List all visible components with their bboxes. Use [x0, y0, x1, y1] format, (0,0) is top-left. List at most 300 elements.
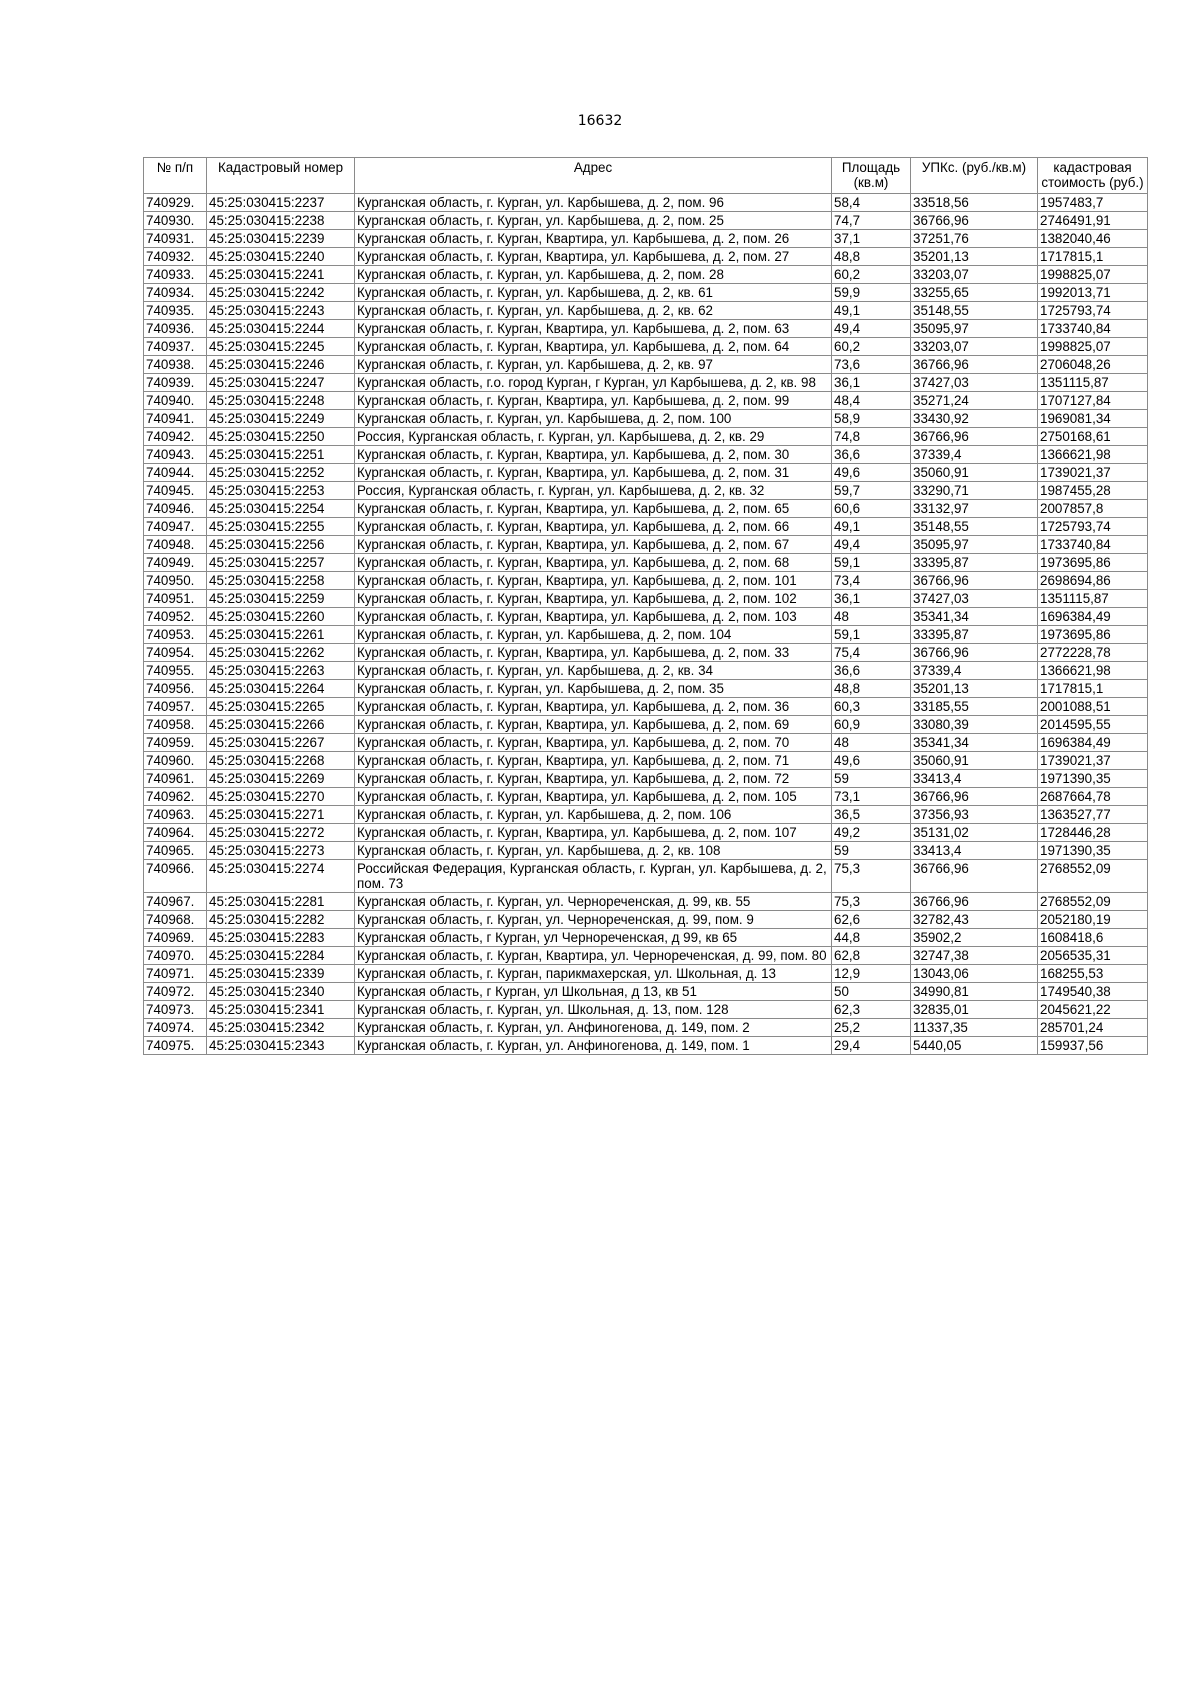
header-index: № п/п — [144, 158, 207, 194]
cell-index: 740955. — [144, 662, 207, 680]
cell-cadastral-value: 1998825,07 — [1038, 266, 1148, 284]
cell-unit-cost: 37427,03 — [911, 590, 1038, 608]
cell-cadastral-value: 1366621,98 — [1038, 662, 1148, 680]
cell-unit-cost: 35148,55 — [911, 302, 1038, 320]
cell-index: 740940. — [144, 392, 207, 410]
cell-unit-cost: 36766,96 — [911, 644, 1038, 662]
cell-cadastral-number: 45:25:030415:2271 — [207, 806, 355, 824]
table-row — [144, 446, 1148, 464]
cell-cadastral-number: 45:25:030415:2258 — [207, 572, 355, 590]
cell-unit-cost: 35902,2 — [911, 929, 1038, 947]
cell-address: Курганская область, г. Курган, ул. Анфиногенова, д. 149, пом. 1 — [355, 1037, 832, 1055]
cell-unit-cost: 35060,91 — [911, 464, 1038, 482]
cell-cadastral-number: 45:25:030415:2264 — [207, 680, 355, 698]
cell-cadastral-value: 1608418,6 — [1038, 929, 1148, 947]
cell-unit-cost: 33395,87 — [911, 554, 1038, 572]
table-row — [144, 608, 1148, 626]
cell-cadastral-number: 45:25:030415:2283 — [207, 929, 355, 947]
cell-area: 59,1 — [832, 554, 911, 572]
cell-address: Российская Федерация, Курганская область, г. Курган, ул. Карбышева, д. 2, пом. 73 — [355, 860, 832, 893]
cell-unit-cost: 35060,91 — [911, 752, 1038, 770]
cell-index: 740949. — [144, 554, 207, 572]
cell-address: Курганская область, г Курган, ул Чернореченская, д 99, кв 65 — [355, 929, 832, 947]
cell-cadastral-value: 2001088,51 — [1038, 698, 1148, 716]
cell-address: Курганская область, г. Курган, Квартира, ул. Карбышева, д. 2, пом. 30 — [355, 446, 832, 464]
cell-cadastral-number: 45:25:030415:2249 — [207, 410, 355, 428]
cell-area: 49,4 — [832, 320, 911, 338]
cell-area: 48,8 — [832, 680, 911, 698]
cell-address: Курганская область, г. Курган, ул. Карбышева, д. 2, кв. 62 — [355, 302, 832, 320]
cell-cadastral-number: 45:25:030415:2266 — [207, 716, 355, 734]
cell-index: 740971. — [144, 965, 207, 983]
cell-cadastral-number: 45:25:030415:2270 — [207, 788, 355, 806]
cell-index: 740929. — [144, 194, 207, 212]
cell-unit-cost: 35131,02 — [911, 824, 1038, 842]
cell-unit-cost: 35148,55 — [911, 518, 1038, 536]
cell-address: Курганская область, г. Курган, ул. Карбышева, д. 2, пом. 35 — [355, 680, 832, 698]
cell-cadastral-value: 1957483,7 — [1038, 194, 1148, 212]
cell-index: 740950. — [144, 572, 207, 590]
header-unit-cost: УПКс. (руб./кв.м) — [911, 158, 1038, 194]
cell-unit-cost: 5440,05 — [911, 1037, 1038, 1055]
table-row — [144, 194, 1148, 212]
cell-cadastral-value: 1971390,35 — [1038, 842, 1148, 860]
table-row — [144, 644, 1148, 662]
cell-area: 36,1 — [832, 374, 911, 392]
cell-cadastral-number: 45:25:030415:2245 — [207, 338, 355, 356]
cell-index: 740948. — [144, 536, 207, 554]
cell-index: 740942. — [144, 428, 207, 446]
cell-address: Курганская область, г. Курган, Квартира, ул. Карбышева, д. 2, пом. 72 — [355, 770, 832, 788]
cell-cadastral-number: 45:25:030415:2282 — [207, 911, 355, 929]
cell-unit-cost: 35341,34 — [911, 734, 1038, 752]
cell-address: Курганская область, г. Курган, Квартира, ул. Карбышева, д. 2, пом. 107 — [355, 824, 832, 842]
table-row — [144, 464, 1148, 482]
cell-area: 73,6 — [832, 356, 911, 374]
cell-address: Россия, Курганская область, г. Курган, ул. Карбышева, д. 2, кв. 32 — [355, 482, 832, 500]
cell-index: 740973. — [144, 1001, 207, 1019]
cell-cadastral-value: 1973695,86 — [1038, 554, 1148, 572]
cell-index: 740957. — [144, 698, 207, 716]
cell-cadastral-value: 1749540,38 — [1038, 983, 1148, 1001]
cell-unit-cost: 13043,06 — [911, 965, 1038, 983]
cell-cadastral-value: 1728446,28 — [1038, 824, 1148, 842]
cell-unit-cost: 35095,97 — [911, 536, 1038, 554]
cell-address: Курганская область, г. Курган, Квартира, ул. Карбышева, д. 2, пом. 27 — [355, 248, 832, 266]
table-row — [144, 500, 1148, 518]
cell-unit-cost: 33413,4 — [911, 770, 1038, 788]
cell-cadastral-value: 1351115,87 — [1038, 374, 1148, 392]
cell-cadastral-number: 45:25:030415:2340 — [207, 983, 355, 1001]
cell-cadastral-number: 45:25:030415:2269 — [207, 770, 355, 788]
cell-index: 740968. — [144, 911, 207, 929]
cell-index: 740952. — [144, 608, 207, 626]
table-row — [144, 911, 1148, 929]
cell-unit-cost: 35271,24 — [911, 392, 1038, 410]
table-row — [144, 518, 1148, 536]
cell-area: 73,1 — [832, 788, 911, 806]
cell-index: 740975. — [144, 1037, 207, 1055]
cell-area: 62,3 — [832, 1001, 911, 1019]
cell-index: 740958. — [144, 716, 207, 734]
cell-address: Курганская область, г. Курган, Квартира, ул. Карбышева, д. 2, пом. 66 — [355, 518, 832, 536]
cell-cadastral-value: 1739021,37 — [1038, 464, 1148, 482]
cell-unit-cost: 35095,97 — [911, 320, 1038, 338]
cell-cadastral-value: 1717815,1 — [1038, 680, 1148, 698]
cell-area: 36,1 — [832, 590, 911, 608]
cell-index: 740966. — [144, 860, 207, 893]
cell-cadastral-value: 1998825,07 — [1038, 338, 1148, 356]
cell-index: 740944. — [144, 464, 207, 482]
cell-cadastral-value: 1739021,37 — [1038, 752, 1148, 770]
cell-address: Курганская область, г. Курган, Квартира, ул. Карбышева, д. 2, пом. 71 — [355, 752, 832, 770]
cell-address: Курганская область, г. Курган, Квартира, ул. Карбышева, д. 2, пом. 64 — [355, 338, 832, 356]
cell-unit-cost: 37339,4 — [911, 662, 1038, 680]
cell-area: 25,2 — [832, 1019, 911, 1037]
cell-cadastral-number: 45:25:030415:2257 — [207, 554, 355, 572]
table-row — [144, 302, 1148, 320]
table-row — [144, 428, 1148, 446]
cell-cadastral-value: 1969081,34 — [1038, 410, 1148, 428]
cell-index: 740964. — [144, 824, 207, 842]
cell-index: 740938. — [144, 356, 207, 374]
cell-unit-cost: 33413,4 — [911, 842, 1038, 860]
cell-unit-cost: 33185,55 — [911, 698, 1038, 716]
cell-index: 740934. — [144, 284, 207, 302]
cell-cadastral-number: 45:25:030415:2274 — [207, 860, 355, 893]
cell-cadastral-number: 45:25:030415:2273 — [207, 842, 355, 860]
table-row — [144, 983, 1148, 1001]
table-row — [144, 248, 1148, 266]
table-row — [144, 536, 1148, 554]
cell-area: 36,6 — [832, 446, 911, 464]
cell-unit-cost: 11337,35 — [911, 1019, 1038, 1037]
cell-address: Курганская область, г. Курган, Квартира, ул. Карбышева, д. 2, пом. 105 — [355, 788, 832, 806]
cell-cadastral-number: 45:25:030415:2238 — [207, 212, 355, 230]
cell-cadastral-number: 45:25:030415:2272 — [207, 824, 355, 842]
cell-address: Россия, Курганская область, г. Курган, ул. Карбышева, д. 2, кв. 29 — [355, 428, 832, 446]
cell-address: Курганская область, г. Курган, Квартира, ул. Карбышева, д. 2, пом. 68 — [355, 554, 832, 572]
cell-unit-cost: 32747,38 — [911, 947, 1038, 965]
cell-address: Курганская область, г. Курган, парикмахерская, ул. Школьная, д. 13 — [355, 965, 832, 983]
cell-area: 60,2 — [832, 338, 911, 356]
cell-unit-cost: 33203,07 — [911, 266, 1038, 284]
cell-address: Курганская область, г. Курган, Квартира, ул. Карбышева, д. 2, пом. 65 — [355, 500, 832, 518]
cell-area: 75,4 — [832, 644, 911, 662]
cell-index: 740965. — [144, 842, 207, 860]
cell-area: 36,6 — [832, 662, 911, 680]
cell-address: Курганская область, г. Курган, Квартира, ул. Карбышева, д. 2, пом. 99 — [355, 392, 832, 410]
cell-cadastral-value: 1733740,84 — [1038, 320, 1148, 338]
cell-index: 740930. — [144, 212, 207, 230]
cell-cadastral-number: 45:25:030415:2341 — [207, 1001, 355, 1019]
cell-area: 62,8 — [832, 947, 911, 965]
cell-unit-cost: 33395,87 — [911, 626, 1038, 644]
table-row — [144, 698, 1148, 716]
cell-index: 740951. — [144, 590, 207, 608]
cell-area: 49,6 — [832, 752, 911, 770]
cell-index: 740956. — [144, 680, 207, 698]
cell-area: 58,9 — [832, 410, 911, 428]
cell-address: Курганская область, г. Курган, ул. Карбышева, д. 2, пом. 100 — [355, 410, 832, 428]
cell-cadastral-value: 1987455,28 — [1038, 482, 1148, 500]
cell-cadastral-value: 1971390,35 — [1038, 770, 1148, 788]
header-address: Адрес — [355, 158, 832, 194]
cell-cadastral-number: 45:25:030415:2263 — [207, 662, 355, 680]
cell-index: 740947. — [144, 518, 207, 536]
cell-area: 75,3 — [832, 860, 911, 893]
cell-area: 60,3 — [832, 698, 911, 716]
cell-area: 59,7 — [832, 482, 911, 500]
cell-cadastral-value: 1725793,74 — [1038, 302, 1148, 320]
cell-area: 60,9 — [832, 716, 911, 734]
cell-area: 44,8 — [832, 929, 911, 947]
cell-address: Курганская область, г. Курган, ул. Карбышева, д. 2, пом. 96 — [355, 194, 832, 212]
cell-cadastral-number: 45:25:030415:2268 — [207, 752, 355, 770]
table-row — [144, 734, 1148, 752]
cell-cadastral-value: 1366621,98 — [1038, 446, 1148, 464]
table-row — [144, 554, 1148, 572]
cell-cadastral-value: 2768552,09 — [1038, 860, 1148, 893]
cell-area: 48,4 — [832, 392, 911, 410]
cell-cadastral-number: 45:25:030415:2261 — [207, 626, 355, 644]
cell-address: Курганская область, г. Курган, Квартира, ул. Чернореченская, д. 99, пом. 80 — [355, 947, 832, 965]
cell-address: Курганская область, г. Курган, ул. Анфиногенова, д. 149, пом. 2 — [355, 1019, 832, 1037]
cell-index: 740943. — [144, 446, 207, 464]
cell-cadastral-number: 45:25:030415:2267 — [207, 734, 355, 752]
cell-area: 49,4 — [832, 536, 911, 554]
table-row — [144, 590, 1148, 608]
cell-cadastral-value: 2045621,22 — [1038, 1001, 1148, 1019]
cell-unit-cost: 33290,71 — [911, 482, 1038, 500]
cell-index: 740941. — [144, 410, 207, 428]
cell-address: Курганская область, г. Курган, Квартира, ул. Карбышева, д. 2, пом. 101 — [355, 572, 832, 590]
cadastral-table — [143, 157, 1148, 1055]
cell-address: Курганская область, г. Курган, ул. Карбышева, д. 2, кв. 34 — [355, 662, 832, 680]
cell-index: 740970. — [144, 947, 207, 965]
cell-unit-cost: 32835,01 — [911, 1001, 1038, 1019]
table-row — [144, 320, 1148, 338]
cell-address: Курганская область, г.о. город Курган, г Курган, ул Карбышева, д. 2, кв. 98 — [355, 374, 832, 392]
cell-cadastral-value: 1733740,84 — [1038, 536, 1148, 554]
cell-address: Курганская область, г. Курган, ул. Карбышева, д. 2, пом. 106 — [355, 806, 832, 824]
cell-address: Курганская область, г. Курган, ул. Карбышева, д. 2, пом. 104 — [355, 626, 832, 644]
table-row — [144, 482, 1148, 500]
cell-index: 740932. — [144, 248, 207, 266]
table-row — [144, 893, 1148, 911]
cell-cadastral-number: 45:25:030415:2255 — [207, 518, 355, 536]
table-row — [144, 842, 1148, 860]
cell-cadastral-number: 45:25:030415:2244 — [207, 320, 355, 338]
cell-cadastral-value: 1973695,86 — [1038, 626, 1148, 644]
cell-area: 75,3 — [832, 893, 911, 911]
cell-index: 740939. — [144, 374, 207, 392]
cell-cadastral-number: 45:25:030415:2253 — [207, 482, 355, 500]
cell-address: Курганская область, г. Курган, Квартира, ул. Карбышева, д. 2, пом. 31 — [355, 464, 832, 482]
header-area: Площадь (кв.м) — [832, 158, 911, 194]
cell-cadastral-value: 1717815,1 — [1038, 248, 1148, 266]
cell-cadastral-number: 45:25:030415:2342 — [207, 1019, 355, 1037]
cell-cadastral-number: 45:25:030415:2256 — [207, 536, 355, 554]
table-row — [144, 212, 1148, 230]
cell-unit-cost: 36766,96 — [911, 212, 1038, 230]
cell-index: 740937. — [144, 338, 207, 356]
cell-index: 740954. — [144, 644, 207, 662]
cell-area: 59,9 — [832, 284, 911, 302]
cell-address: Курганская область, г. Курган, ул. Чернореченская, д. 99, кв. 55 — [355, 893, 832, 911]
cell-cadastral-number: 45:25:030415:2246 — [207, 356, 355, 374]
table-row — [144, 230, 1148, 248]
cell-cadastral-value: 1351115,87 — [1038, 590, 1148, 608]
table-row — [144, 752, 1148, 770]
cell-index: 740967. — [144, 893, 207, 911]
cell-cadastral-number: 45:25:030415:2343 — [207, 1037, 355, 1055]
cell-address: Курганская область, г. Курган, Квартира, ул. Карбышева, д. 2, пом. 102 — [355, 590, 832, 608]
table-header-row — [144, 158, 1148, 194]
cell-unit-cost: 33430,92 — [911, 410, 1038, 428]
cell-index: 740953. — [144, 626, 207, 644]
cell-index: 740972. — [144, 983, 207, 1001]
cell-address: Курганская область, г. Курган, ул. Карбышева, д. 2, кв. 108 — [355, 842, 832, 860]
table-row — [144, 965, 1148, 983]
cell-index: 740960. — [144, 752, 207, 770]
cell-cadastral-value: 1382040,46 — [1038, 230, 1148, 248]
cell-cadastral-number: 45:25:030415:2239 — [207, 230, 355, 248]
cell-cadastral-value: 168255,53 — [1038, 965, 1148, 983]
cell-unit-cost: 37251,76 — [911, 230, 1038, 248]
cell-index: 740959. — [144, 734, 207, 752]
cell-unit-cost: 37356,93 — [911, 806, 1038, 824]
cell-index: 740931. — [144, 230, 207, 248]
cell-area: 59 — [832, 842, 911, 860]
cell-cadastral-value: 285701,24 — [1038, 1019, 1148, 1037]
table-row — [144, 410, 1148, 428]
cell-index: 740974. — [144, 1019, 207, 1037]
cell-area: 59,1 — [832, 626, 911, 644]
cell-cadastral-value: 1363527,77 — [1038, 806, 1148, 824]
cell-address: Курганская область, г. Курган, ул. Карбышева, д. 2, кв. 61 — [355, 284, 832, 302]
cell-index: 740963. — [144, 806, 207, 824]
cell-unit-cost: 35201,13 — [911, 248, 1038, 266]
cell-address: Курганская область, г. Курган, Квартира, ул. Карбышева, д. 2, пом. 33 — [355, 644, 832, 662]
cell-cadastral-value: 1707127,84 — [1038, 392, 1148, 410]
cell-area: 49,2 — [832, 824, 911, 842]
cell-address: Курганская область, г. Курган, ул. Чернореченская, д. 99, пом. 9 — [355, 911, 832, 929]
page-number: 16632 — [577, 113, 623, 129]
table-row — [144, 824, 1148, 842]
cell-cadastral-number: 45:25:030415:2250 — [207, 428, 355, 446]
cell-cadastral-number: 45:25:030415:2252 — [207, 464, 355, 482]
cell-cadastral-number: 45:25:030415:2243 — [207, 302, 355, 320]
cell-index: 740969. — [144, 929, 207, 947]
cell-unit-cost: 36766,96 — [911, 572, 1038, 590]
table-row — [144, 662, 1148, 680]
cell-area: 48 — [832, 734, 911, 752]
cell-cadastral-value: 2007857,8 — [1038, 500, 1148, 518]
cell-area: 60,2 — [832, 266, 911, 284]
cell-cadastral-number: 45:25:030415:2247 — [207, 374, 355, 392]
cell-unit-cost: 32782,43 — [911, 911, 1038, 929]
cell-unit-cost: 33080,39 — [911, 716, 1038, 734]
cell-unit-cost: 33132,97 — [911, 500, 1038, 518]
table-row — [144, 356, 1148, 374]
table-row — [144, 770, 1148, 788]
table-row — [144, 392, 1148, 410]
table-row — [144, 929, 1148, 947]
cell-area: 59 — [832, 770, 911, 788]
cell-index: 740961. — [144, 770, 207, 788]
cell-area: 29,4 — [832, 1037, 911, 1055]
cell-cadastral-value: 159937,56 — [1038, 1037, 1148, 1055]
cell-cadastral-number: 45:25:030415:2339 — [207, 965, 355, 983]
cell-address: Курганская область, г. Курган, Квартира, ул. Карбышева, д. 2, пом. 70 — [355, 734, 832, 752]
cell-cadastral-number: 45:25:030415:2237 — [207, 194, 355, 212]
cell-area: 36,5 — [832, 806, 911, 824]
cell-cadastral-number: 45:25:030415:2251 — [207, 446, 355, 464]
cell-cadastral-value: 1992013,71 — [1038, 284, 1148, 302]
cell-area: 49,1 — [832, 302, 911, 320]
cell-area: 12,9 — [832, 965, 911, 983]
cell-unit-cost: 33203,07 — [911, 338, 1038, 356]
cell-address: Курганская область, г. Курган, ул. Школьная, д. 13, пом. 128 — [355, 1001, 832, 1019]
table-row — [144, 1019, 1148, 1037]
table-row — [144, 338, 1148, 356]
table-row — [144, 266, 1148, 284]
table-row — [144, 788, 1148, 806]
cell-address: Курганская область, г. Курган, Квартира, ул. Карбышева, д. 2, пом. 103 — [355, 608, 832, 626]
cell-area: 49,6 — [832, 464, 911, 482]
cell-area: 74,8 — [832, 428, 911, 446]
table-row — [144, 626, 1148, 644]
cell-area: 58,4 — [832, 194, 911, 212]
cell-cadastral-value: 2746491,91 — [1038, 212, 1148, 230]
cell-cadastral-number: 45:25:030415:2254 — [207, 500, 355, 518]
table-row — [144, 572, 1148, 590]
cell-area: 60,6 — [832, 500, 911, 518]
cell-address: Курганская область, г. Курган, ул. Карбышева, д. 2, пом. 25 — [355, 212, 832, 230]
cell-unit-cost: 35201,13 — [911, 680, 1038, 698]
header-cadastral-number: Кадастровый номер — [207, 158, 355, 194]
cell-unit-cost: 34990,81 — [911, 983, 1038, 1001]
cell-unit-cost: 33255,65 — [911, 284, 1038, 302]
cell-address: Курганская область, г. Курган, Квартира, ул. Карбышева, д. 2, пом. 63 — [355, 320, 832, 338]
cell-cadastral-value: 1725793,74 — [1038, 518, 1148, 536]
cell-cadastral-number: 45:25:030415:2240 — [207, 248, 355, 266]
cell-address: Курганская область, г. Курган, ул. Карбышева, д. 2, кв. 97 — [355, 356, 832, 374]
cell-index: 740962. — [144, 788, 207, 806]
cell-unit-cost: 37427,03 — [911, 374, 1038, 392]
cell-cadastral-value: 2056535,31 — [1038, 947, 1148, 965]
cell-cadastral-value: 2052180,19 — [1038, 911, 1148, 929]
cell-cadastral-value: 2698694,86 — [1038, 572, 1148, 590]
table-row — [144, 860, 1148, 893]
table-row — [144, 806, 1148, 824]
table-row — [144, 680, 1148, 698]
cell-cadastral-value: 2768552,09 — [1038, 893, 1148, 911]
cell-unit-cost: 36766,96 — [911, 788, 1038, 806]
cell-cadastral-number: 45:25:030415:2281 — [207, 893, 355, 911]
cell-cadastral-number: 45:25:030415:2262 — [207, 644, 355, 662]
cell-area: 74,7 — [832, 212, 911, 230]
cell-address: Курганская область, г. Курган, Квартира, ул. Карбышева, д. 2, пом. 67 — [355, 536, 832, 554]
table-row — [144, 284, 1148, 302]
cell-area: 73,4 — [832, 572, 911, 590]
cell-index: 740946. — [144, 500, 207, 518]
cell-unit-cost: 36766,96 — [911, 356, 1038, 374]
cell-address: Курганская область, г. Курган, ул. Карбышева, д. 2, пом. 28 — [355, 266, 832, 284]
cell-index: 740945. — [144, 482, 207, 500]
cell-cadastral-value: 2750168,61 — [1038, 428, 1148, 446]
